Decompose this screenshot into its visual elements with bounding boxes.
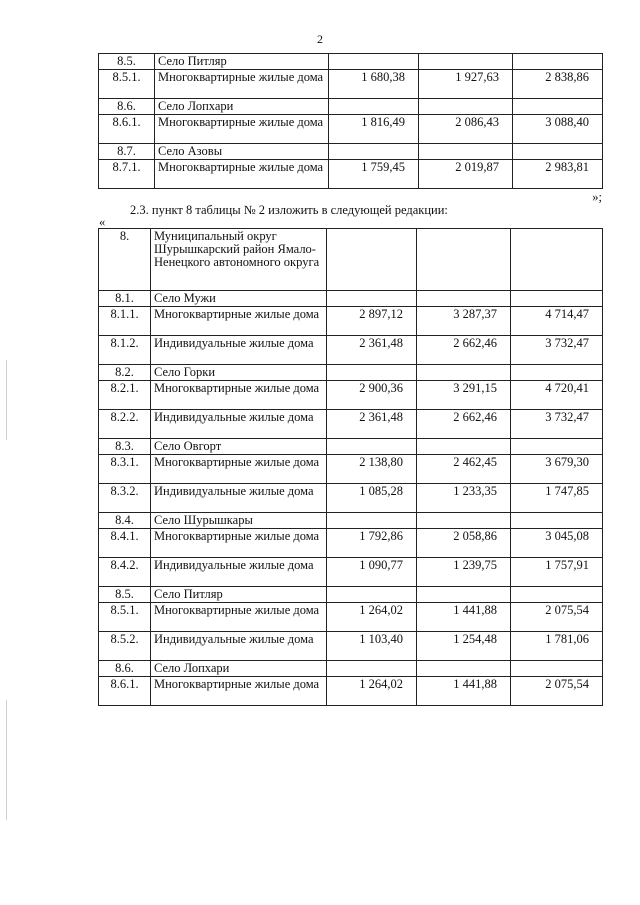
price-value: 4 714,47: [511, 307, 603, 336]
price-value: 2 138,80: [327, 455, 417, 484]
price-value: [327, 365, 417, 381]
scan-edge-mark: [6, 700, 7, 820]
table-header-row: [99, 229, 603, 291]
row-number: 8.5.: [99, 587, 151, 603]
price-value: [417, 439, 511, 455]
scan-edge-mark: [6, 360, 7, 440]
housing-type: Многоквартирные жилые дома: [151, 677, 327, 706]
table-row: [99, 307, 603, 336]
price-value: [329, 54, 419, 70]
district-number: 8.: [99, 229, 151, 291]
price-value: [417, 365, 511, 381]
row-number: 8.1.1.: [99, 307, 151, 336]
price-value: [327, 291, 417, 307]
opening-quote: «: [99, 215, 106, 229]
price-value: 1 264,02: [327, 677, 417, 706]
row-number: 8.2.: [99, 365, 151, 381]
village-row: [99, 99, 603, 115]
housing-type: Многоквартирные жилые дома: [151, 529, 327, 558]
row-number: 8.3.1.: [99, 455, 151, 484]
price-value: [329, 99, 419, 115]
price-value: 3 732,47: [511, 410, 603, 439]
price-value: 1 757,91: [511, 558, 603, 587]
price-value: [327, 513, 417, 529]
price-value: 1 264,02: [327, 603, 417, 632]
row-number: 8.7.: [99, 144, 155, 160]
housing-type: Многоквартирные жилые дома: [155, 115, 329, 144]
price-value: [513, 144, 603, 160]
table-row: [99, 336, 603, 365]
price-value: 2 897,12: [327, 307, 417, 336]
village-row: [99, 587, 603, 603]
price-value: 1 781,06: [511, 632, 603, 661]
row-number: 8.5.2.: [99, 632, 151, 661]
price-value: [327, 439, 417, 455]
price-value: 3 291,15: [417, 381, 511, 410]
table-row: [99, 455, 603, 484]
housing-type: Многоквартирные жилые дома: [155, 70, 329, 99]
village-name: Село Азовы: [155, 144, 329, 160]
price-value: 2 086,43: [419, 115, 513, 144]
price-value: 1 927,63: [419, 70, 513, 99]
price-value: 2 361,48: [327, 336, 417, 365]
table-row: [99, 484, 603, 513]
village-row: [99, 513, 603, 529]
price-value: 1 441,88: [417, 677, 511, 706]
price-value: [511, 291, 603, 307]
price-value: 2 662,46: [417, 410, 511, 439]
village-name: Село Лопхари: [151, 661, 327, 677]
table-row: [99, 529, 603, 558]
housing-type: Многоквартирные жилые дома: [155, 160, 329, 189]
price-value: [417, 291, 511, 307]
village-name: Село Овгорт: [151, 439, 327, 455]
price-value: [511, 439, 603, 455]
price-value: [419, 99, 513, 115]
price-value: 2 662,46: [417, 336, 511, 365]
row-number: 8.4.: [99, 513, 151, 529]
price-value: 2 838,86: [513, 70, 603, 99]
price-value: 3 679,30: [511, 455, 603, 484]
price-value: 2 058,86: [417, 529, 511, 558]
row-number: 8.2.1.: [99, 381, 151, 410]
price-value: [329, 144, 419, 160]
housing-type: Многоквартирные жилые дома: [151, 307, 327, 336]
housing-type: Многоквартирные жилые дома: [151, 455, 327, 484]
price-value: 1 103,40: [327, 632, 417, 661]
row-number: 8.1.: [99, 291, 151, 307]
row-number: 8.4.2.: [99, 558, 151, 587]
price-value: 1 233,35: [417, 484, 511, 513]
row-number: 8.1.2.: [99, 336, 151, 365]
table-row: [99, 160, 603, 189]
row-number: 8.7.1.: [99, 160, 155, 189]
price-value: 2 075,54: [511, 677, 603, 706]
price-value: 1 254,48: [417, 632, 511, 661]
table-row: [99, 677, 603, 706]
price-value: 2 361,48: [327, 410, 417, 439]
top-price-table: [98, 53, 603, 189]
table-row: [99, 558, 603, 587]
table-row: [99, 603, 603, 632]
price-value: [417, 587, 511, 603]
table-cell: [511, 229, 603, 291]
price-value: [417, 661, 511, 677]
table-row: [99, 115, 603, 144]
housing-type: Индивидуальные жилые дома: [151, 484, 327, 513]
village-row: [99, 291, 603, 307]
price-value: 1 239,75: [417, 558, 511, 587]
row-number: 8.6.1.: [99, 677, 151, 706]
row-number: 8.6.1.: [99, 115, 155, 144]
table-cell: [417, 229, 511, 291]
row-number: 8.2.2.: [99, 410, 151, 439]
row-number: 8.6.: [99, 99, 155, 115]
price-value: 1 759,45: [329, 160, 419, 189]
price-value: 2 075,54: [511, 603, 603, 632]
table-row: [99, 632, 603, 661]
price-value: 2 019,87: [419, 160, 513, 189]
price-value: [419, 54, 513, 70]
row-number: 8.4.1.: [99, 529, 151, 558]
row-number: 8.3.2.: [99, 484, 151, 513]
row-number: 8.6.: [99, 661, 151, 677]
housing-type: Индивидуальные жилые дома: [151, 558, 327, 587]
price-value: 3 045,08: [511, 529, 603, 558]
housing-type: Индивидуальные жилые дома: [151, 336, 327, 365]
price-value: 1 792,86: [327, 529, 417, 558]
table-row: [99, 381, 603, 410]
price-value: [511, 513, 603, 529]
price-value: 1 090,77: [327, 558, 417, 587]
price-value: [511, 587, 603, 603]
price-value: [419, 144, 513, 160]
price-value: 2 462,45: [417, 455, 511, 484]
price-value: [327, 587, 417, 603]
price-value: 1 816,49: [329, 115, 419, 144]
table-cell: [327, 229, 417, 291]
village-row: [99, 54, 603, 70]
amendment-instruction: 2.3. пункт 8 таблицы № 2 изложить в следующей редакции:: [130, 203, 448, 217]
housing-type: Индивидуальные жилые дома: [151, 632, 327, 661]
price-value: [511, 365, 603, 381]
table-row: [99, 410, 603, 439]
village-row: [99, 144, 603, 160]
village-name: Село Питляр: [155, 54, 329, 70]
row-number: 8.3.: [99, 439, 151, 455]
price-value: [327, 661, 417, 677]
housing-type: Многоквартирные жилые дома: [151, 381, 327, 410]
price-value: [513, 54, 603, 70]
page-number: 2: [317, 32, 323, 46]
closing-quote: »;: [592, 190, 602, 204]
row-number: 8.5.: [99, 54, 155, 70]
village-name: Село Мужи: [151, 291, 327, 307]
price-value: 1 747,85: [511, 484, 603, 513]
price-value: [513, 99, 603, 115]
housing-type: Многоквартирные жилые дома: [151, 603, 327, 632]
table-row: [99, 70, 603, 99]
price-value: 3 287,37: [417, 307, 511, 336]
row-number: 8.5.1.: [99, 70, 155, 99]
village-name: Село Лопхари: [155, 99, 329, 115]
row-number: 8.5.1.: [99, 603, 151, 632]
village-name: Село Горки: [151, 365, 327, 381]
village-name: Село Шурышкары: [151, 513, 327, 529]
village-row: [99, 365, 603, 381]
main-price-table: [98, 228, 603, 706]
district-name: Муниципальный округ Шурышкарский район Ямало-Ненецкого автономного округа: [151, 229, 327, 291]
price-value: [417, 513, 511, 529]
price-value: [511, 661, 603, 677]
housing-type: Индивидуальные жилые дома: [151, 410, 327, 439]
price-value: 4 720,41: [511, 381, 603, 410]
village-row: [99, 439, 603, 455]
price-value: 2 900,36: [327, 381, 417, 410]
price-value: 1 085,28: [327, 484, 417, 513]
price-value: 2 983,81: [513, 160, 603, 189]
price-value: 1 441,88: [417, 603, 511, 632]
village-row: [99, 661, 603, 677]
price-value: 1 680,38: [329, 70, 419, 99]
price-value: 3 732,47: [511, 336, 603, 365]
price-value: 3 088,40: [513, 115, 603, 144]
village-name: Село Питляр: [151, 587, 327, 603]
